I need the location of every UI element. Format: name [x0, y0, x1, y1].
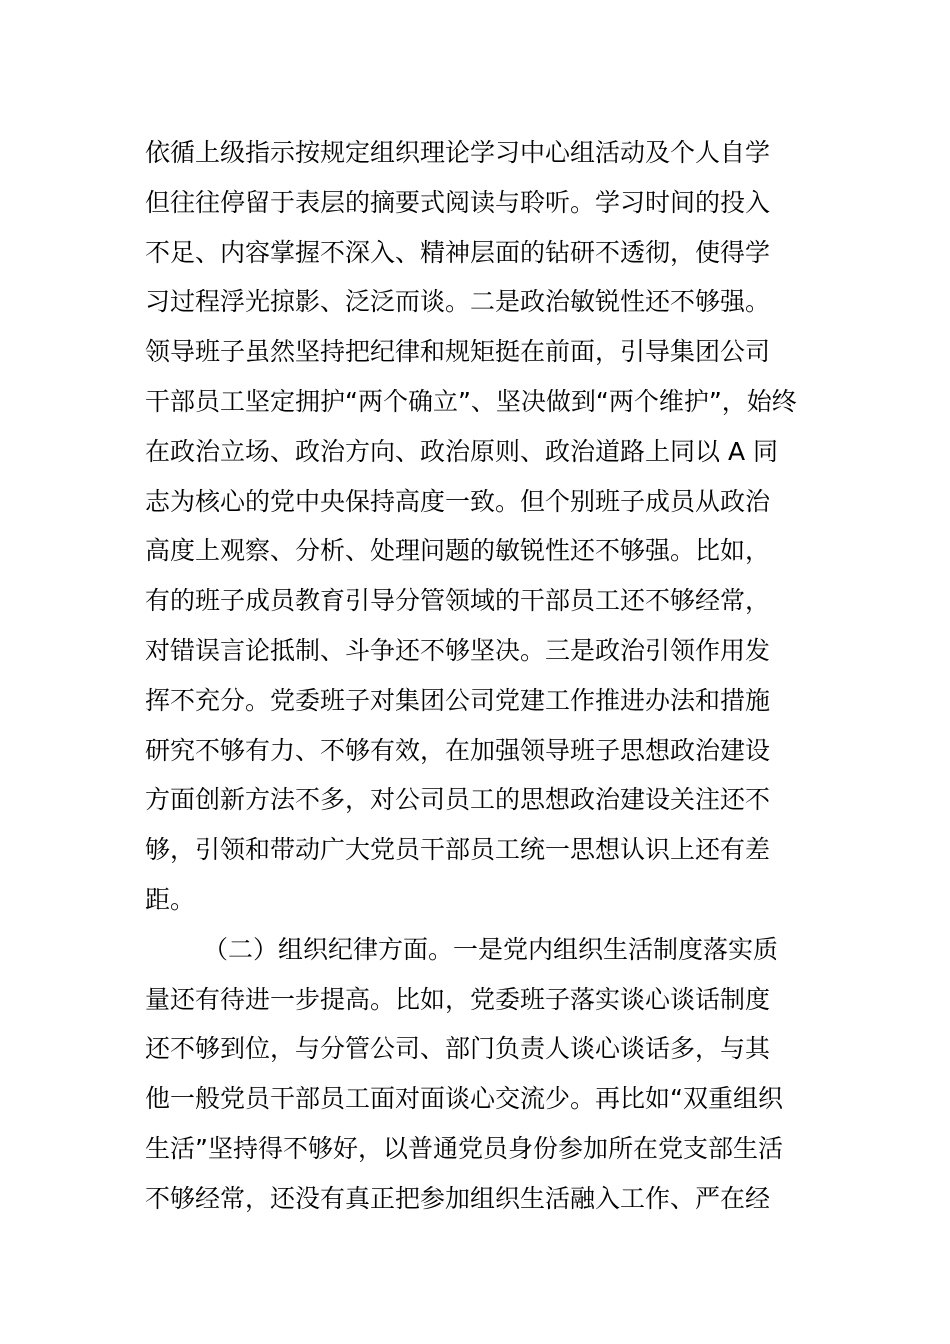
- text-line: 但往往停留于表层的摘要式阅读与聆听。学习时间的投入: [145, 187, 771, 217]
- text-line: 习过程浮光掠影、泛泛而谈。二是政治敏锐性还不够强。: [145, 287, 771, 317]
- text-line: 研究不够有力、不够有效，在加强领导班子思想政治建设: [145, 735, 771, 765]
- body-text: [145, 128, 810, 1224]
- text-line: 不足、内容掌握不深入、精神层面的钻研不透彻，使得学: [145, 237, 771, 267]
- text-line: 距。: [145, 884, 196, 914]
- text-line: 生活”坚持得不够好，以普通党员身份参加所在党支部生活: [145, 1133, 783, 1163]
- text-line: 还不够到位，与分管公司、部门负责人谈心谈话多，与其: [145, 1034, 771, 1064]
- section-heading-line: （二）组织纪律方面。一是党内组织生活制度落实质: [203, 934, 779, 964]
- text-line: 干部员工坚定拥护“两个确立”、坚决做到“两个维护”，始终: [145, 386, 797, 416]
- text-line: 够，引领和带动广大党员干部员工统一思想认识上还有差: [145, 835, 771, 865]
- text-line: 对错误言论抵制、斗争还不够坚决。三是政治引领作用发: [145, 635, 771, 665]
- text-line: 挥不充分。党委班子对集团公司党建工作推进办法和措施: [145, 685, 771, 715]
- text-line: 在政治立场、政治方向、政治原则、政治道路上同以 A 同: [145, 436, 778, 466]
- text-line: 方面创新方法不多，对公司员工的思想政治建设关注还不: [145, 785, 771, 815]
- text-line: 依循上级指示按规定组织理论学习中心组活动及个人自学: [145, 138, 771, 167]
- text-line: 量还有待进一步提高。比如，党委班子落实谈心谈话制度: [145, 984, 771, 1014]
- text-line: 有的班子成员教育引导分管领域的干部员工还不够经常，: [145, 586, 771, 616]
- text-line: 不够经常，还没有真正把参加组织生活融入工作、严在经: [145, 1183, 771, 1213]
- text-line: 高度上观察、分析、处理问题的敏锐性还不够强。比如，: [145, 536, 771, 566]
- text-line: 领导班子虽然坚持把纪律和规矩挺在前面，引导集团公司: [145, 337, 771, 367]
- text-line: 他一般党员干部员工面对面谈心交流少。再比如“双重组织: [145, 1084, 783, 1114]
- text-line: 志为核心的党中央保持高度一致。但个别班子成员从政治: [145, 486, 771, 516]
